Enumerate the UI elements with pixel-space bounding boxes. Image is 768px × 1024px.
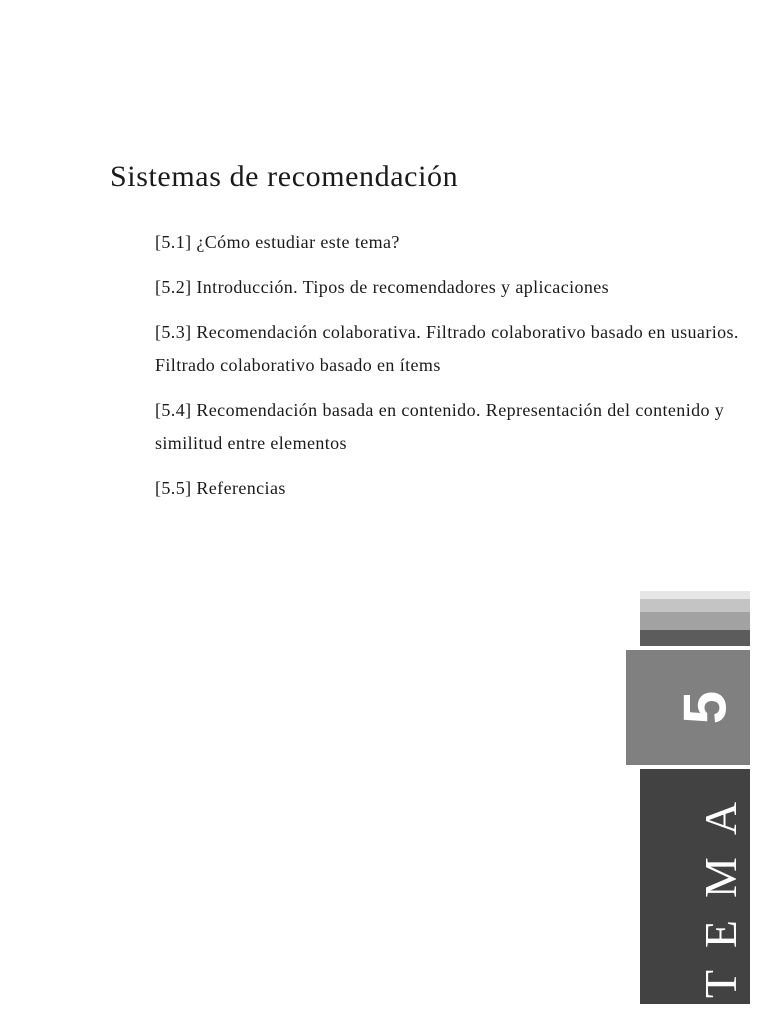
toc-item-5-2: [5.2] Introducción. Tipos de recomendadores y aplicaciones <box>155 277 610 297</box>
decorative-stripe-2 <box>640 599 750 612</box>
chapter-label: TEMA <box>694 779 746 999</box>
page-title: Sistemas de recomendación <box>110 160 459 193</box>
toc-item-5-1: [5.1] ¿Cómo estudiar este tema? <box>155 232 400 252</box>
table-of-contents <box>155 226 745 517</box>
toc-item-5-5: [5.5] Referencias <box>155 478 286 498</box>
decorative-stripe-3 <box>640 612 750 630</box>
decorative-stripe-1 <box>640 591 750 599</box>
chapter-number: 5 <box>671 690 739 725</box>
toc-item-5-3: [5.3] Recomendación colaborativa. Filtrado colaborativo basado en usuarios. Filtrado colaborativo basado en ítems <box>155 322 739 375</box>
toc-item-5-4: [5.4] Recomendación basada en contenido. Representación del contenido y similitud entre elementos <box>155 400 725 453</box>
decorative-stripe-4 <box>640 630 750 646</box>
